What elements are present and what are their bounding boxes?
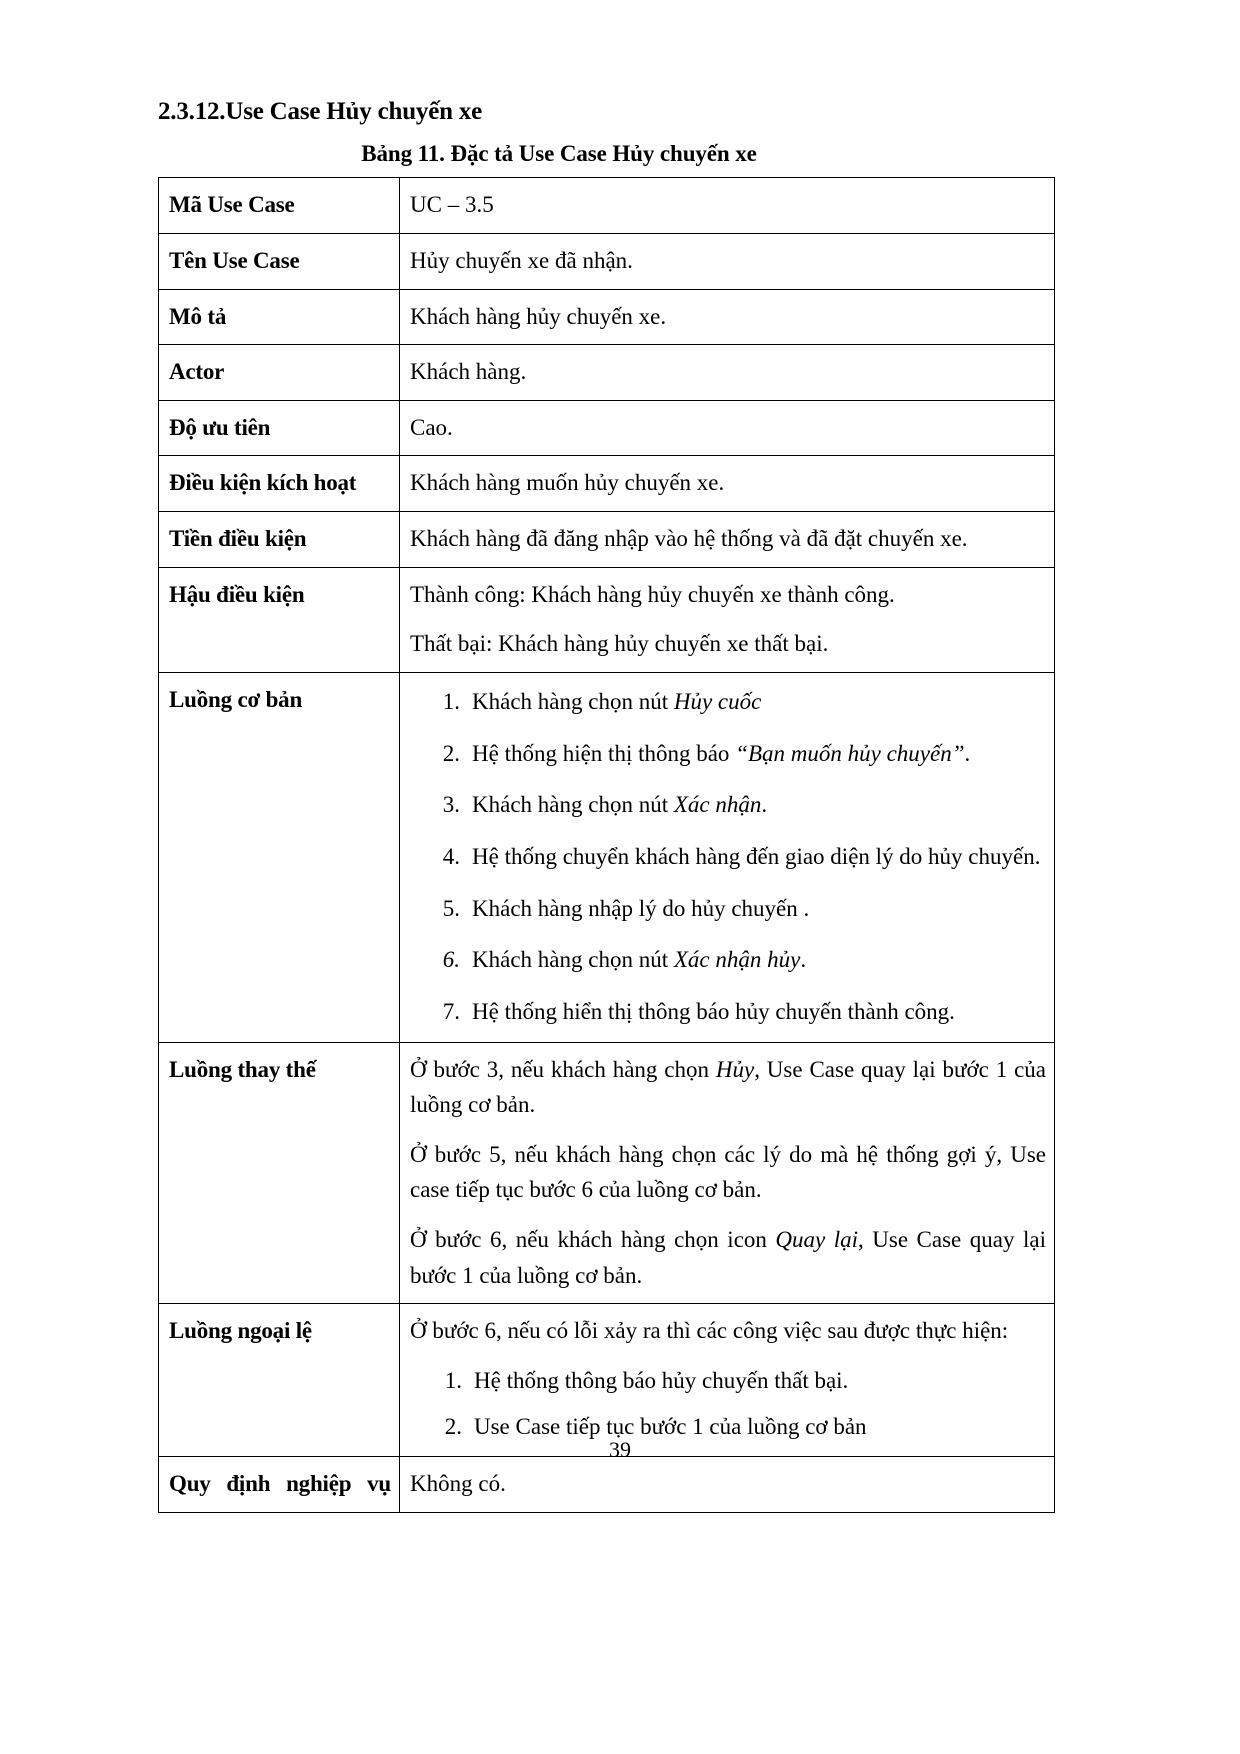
hau-dieu-kien-success: Thành công: Khách hàng hủy chuyến xe thành công. — [410, 581, 895, 607]
basic-flow-step — [466, 994, 1046, 1030]
hau-dieu-kien-failure: Thất bại: Khách hàng hủy chuyến xe thất bại. — [410, 631, 829, 657]
table-row — [159, 1457, 1055, 1513]
row-label-hau-dieu-kien: Hậu điều kiện — [159, 567, 400, 672]
row-value-luong-co-ban — [400, 673, 1055, 1042]
table-row — [159, 345, 1055, 401]
step-text: Hệ thống hiện thị thông báo — [472, 740, 736, 766]
exception-flow-step: Use Case tiếp tục bước 1 của luồng cơ bản — [474, 1413, 867, 1439]
step-text: Khách hàng chọn nút — [472, 792, 674, 818]
row-value-do-uu-tien: Cao. — [400, 400, 1055, 456]
row-label-quy-dinh-nghiep-vu: Quy định nghiệp vụ — [159, 1457, 400, 1513]
table-row — [159, 456, 1055, 512]
step-text: Khách hàng chọn nút — [472, 689, 674, 715]
row-label-luong-co-ban: Luồng cơ bản — [159, 673, 400, 1042]
step-emphasis: “Bạn muốn hủy chuyến” — [735, 740, 965, 766]
table-row — [159, 1042, 1055, 1304]
row-label-mo-ta: Mô tả — [159, 289, 400, 345]
table-row — [159, 178, 1055, 234]
step-text: Hệ thống hiển thị thông báo hủy chuyến thành công. — [472, 998, 955, 1024]
alt-flow-emphasis: Hủy — [715, 1056, 755, 1082]
row-value-ma-use-case: UC – 3.5 — [400, 178, 1055, 234]
table-row — [159, 567, 1055, 672]
alt-flow-emphasis: Quay lại — [775, 1227, 859, 1253]
step-suffix: . — [964, 740, 971, 766]
step-emphasis: Xác nhận hủy — [673, 947, 801, 973]
basic-flow-step — [466, 684, 1046, 720]
row-value-luong-ngoai-le — [400, 1304, 1055, 1457]
row-label-ma-use-case: Mã Use Case — [159, 178, 400, 234]
row-label-actor: Actor — [159, 345, 400, 401]
alt-flow-text: , Use Case quay lại bước 1 của luồng cơ bản. — [410, 1056, 1046, 1118]
table-row — [159, 289, 1055, 345]
step-suffix: . — [761, 792, 768, 818]
row-label-luong-thay-the: Luồng thay thế — [159, 1042, 400, 1304]
row-label-ten-use-case: Tên Use Case — [159, 233, 400, 289]
alt-flow-text: Ở bước 6, nếu khách hàng chọn icon — [410, 1227, 776, 1253]
table-row — [159, 512, 1055, 568]
basic-flow-step — [466, 787, 1046, 823]
step-emphasis: Hủy cuốc — [673, 689, 762, 715]
row-value-quy-dinh-nghiep-vu: Không có. — [400, 1457, 1055, 1513]
alt-flow-text: , Use Case quay lại bước 1 của luồng cơ bản. — [410, 1227, 1046, 1288]
section-heading: 2.3.12.Use Case Hủy chuyến xe — [158, 98, 483, 125]
step-text: Khách hàng chọn nút — [472, 947, 674, 973]
step-suffix: . — [800, 947, 807, 973]
row-value-mo-ta: Khách hàng hủy chuyến xe. — [400, 289, 1055, 345]
row-value-ten-use-case: Hủy chuyến xe đã nhận. — [400, 233, 1055, 289]
page-number: 39 — [609, 1437, 631, 1462]
row-label-do-uu-tien: Độ ưu tiên — [159, 400, 400, 456]
basic-flow-step — [466, 736, 1046, 772]
alt-flow-text: Ở bước 3, nếu khách hàng chọn — [410, 1056, 716, 1082]
exception-flow-intro: Ở bước 6, nếu có lỗi xảy ra thì các công việc sau được thực hiện: — [410, 1318, 1009, 1344]
row-label-tien-dieu-kien: Tiền điều kiện — [159, 512, 400, 568]
exception-flow-step-list — [410, 1363, 1046, 1444]
alt-flow-paragraph-3 — [410, 1222, 1046, 1293]
table-row — [159, 400, 1055, 456]
step-emphasis: Xác nhận — [673, 792, 762, 818]
row-value-hau-dieu-kien — [400, 567, 1055, 672]
alt-flow-paragraph-2: Ở bước 5, nếu khách hàng chọn các lý do mà hệ thống gợi ý, Use case tiếp tục bước 6 của luồng cơ bản. — [410, 1141, 1046, 1203]
row-value-tien-dieu-kien: Khách hàng đã đăng nhập vào hệ thống và đã đặt chuyến xe. — [400, 512, 1055, 568]
basic-flow-step — [466, 891, 1046, 927]
step-text: Hệ thống chuyển khách hàng đến giao diện lý do hủy chuyến. — [472, 843, 1041, 869]
row-label-luong-ngoai-le: Luồng ngoại lệ — [159, 1304, 400, 1457]
use-case-specification-table — [158, 177, 1055, 1513]
exception-flow-step: Hệ thống thông báo hủy chuyến thất bại. — [474, 1367, 849, 1393]
table-caption: Bảng 11. Đặc tả Use Case Hủy chuyến xe — [361, 141, 757, 167]
row-label-dieu-kien-kich-hoat: Điều kiện kích hoạt — [159, 456, 400, 512]
step-text: Khách hàng nhập lý do hủy chuyến . — [472, 895, 810, 921]
basic-flow-step-list — [410, 684, 1046, 1029]
row-value-actor: Khách hàng. — [400, 345, 1055, 401]
basic-flow-step — [466, 942, 1046, 978]
row-value-dieu-kien-kich-hoat: Khách hàng muốn hủy chuyến xe. — [400, 456, 1055, 512]
table-row — [159, 673, 1055, 1042]
basic-flow-step — [466, 839, 1046, 875]
table-row — [159, 1304, 1055, 1457]
table-row — [159, 233, 1055, 289]
alt-flow-paragraph-1 — [410, 1052, 1046, 1123]
row-value-luong-thay-the — [400, 1042, 1055, 1304]
